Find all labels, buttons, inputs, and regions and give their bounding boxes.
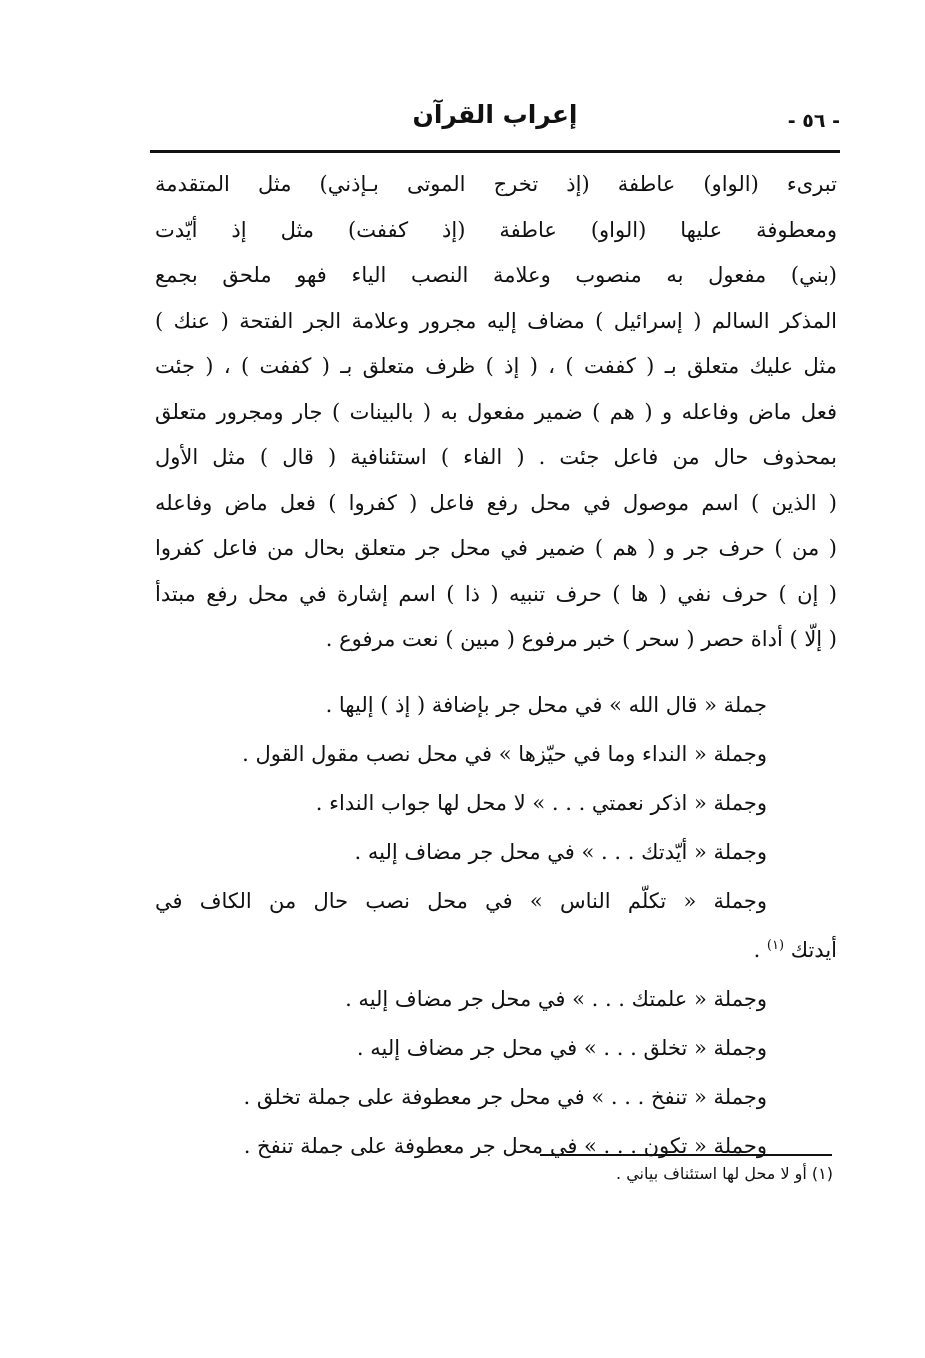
paragraph-line: مثل عليك متعلق بـ ( كففت ) ، ( إذ ) ظرف متعلق بـ ( كففت ) ، ( جئت [155, 354, 837, 378]
sentence-line: وجملة « اذكر نعمتي . . . » لا محل لها جواب النداء . [315, 790, 767, 815]
header-rule [150, 150, 840, 153]
sentence-continuation-end: . [753, 937, 767, 962]
footnote-rule [540, 1154, 832, 1156]
sentence-line: جملة « قال الله » في محل جر بإضافة ( إذ ) إليها . [325, 692, 767, 717]
paragraph-line: بمحذوف حال من فاعل جئت . ( الفاء ) استئنافية ( قال ) مثل الأول [155, 445, 837, 469]
sentence-line: وجملة « أيّدتك . . . » في محل جر مضاف إليه . [354, 839, 767, 864]
sentence-line-continuation [155, 926, 837, 975]
sentence-line: وجملة « تنفخ . . . » في محل جر معطوفة على جملة تخلق . [243, 1084, 767, 1109]
sentence-line: وجملة « تكلّم الناس » في محل نصب حال من الكاف في [155, 888, 767, 913]
paragraph-line: تبرىء (الواو) عاطفة (إذ تخرج الموتى بـإذني) مثل المتقدمة [155, 172, 837, 196]
sentence-analysis-list [155, 681, 837, 1171]
page-number: - ٥٦ - [787, 110, 840, 132]
main-content [155, 162, 837, 1171]
footnote-reference: (١) [766, 937, 785, 953]
page-header [150, 96, 840, 142]
header-title: إعراب القرآن [412, 100, 578, 129]
paragraph-line: ( إلّا ) أداة حصر ( سحر ) خبر مرفوع ( مبين ) نعت مرفوع . [325, 627, 837, 651]
sentence-line: وجملة « تكون . . . » في محل جر معطوفة على جملة تنفخ . [243, 1133, 767, 1158]
parsing-paragraph [155, 162, 837, 663]
paragraph-line: ( من ) حرف جر و ( هم ) ضمير في محل جر متعلق بحال من فاعل كفروا [155, 536, 837, 560]
paragraph-line: ( إن ) حرف نفي ( ها ) حرف تنبيه ( ذا ) اسم إشارة في محل رفع مبتدأ [155, 581, 837, 606]
paragraph-line: ( الذين ) اسم موصول في محل رفع فاعل ( كفروا ) فعل ماض وفاعله [155, 490, 837, 515]
footnote: (١) أو لا محل لها استئناف بياني . [616, 1164, 833, 1183]
paragraph-line: المذكر السالم ( إسرائيل ) مضاف إليه مجرور وعلامة الجر الفتحة ( عنك ) [155, 308, 837, 333]
sentence-line: وجملة « النداء وما في حيّزها » في محل نصب مقول القول . [242, 741, 767, 766]
paragraph-line: فعل ماض وفاعله و ( هم ) ضمير مفعول به ( بالبينات ) جار ومجرور متعلق [155, 399, 837, 424]
sentence-line: وجملة « علمتك . . . » في محل جر مضاف إليه . [345, 986, 767, 1011]
sentence-line: وجملة « تخلق . . . » في محل جر مضاف إليه . [356, 1035, 767, 1060]
sentence-continuation-text: أيدتك [790, 937, 837, 962]
paragraph-line: ومعطوفة عليها (الواو) عاطفة (إذ كففت) مثل إذ أيّدت [155, 217, 837, 242]
paragraph-line: (بني) مفعول به منصوب وعلامة النصب الياء فهو ملحق بجمع [155, 263, 837, 287]
